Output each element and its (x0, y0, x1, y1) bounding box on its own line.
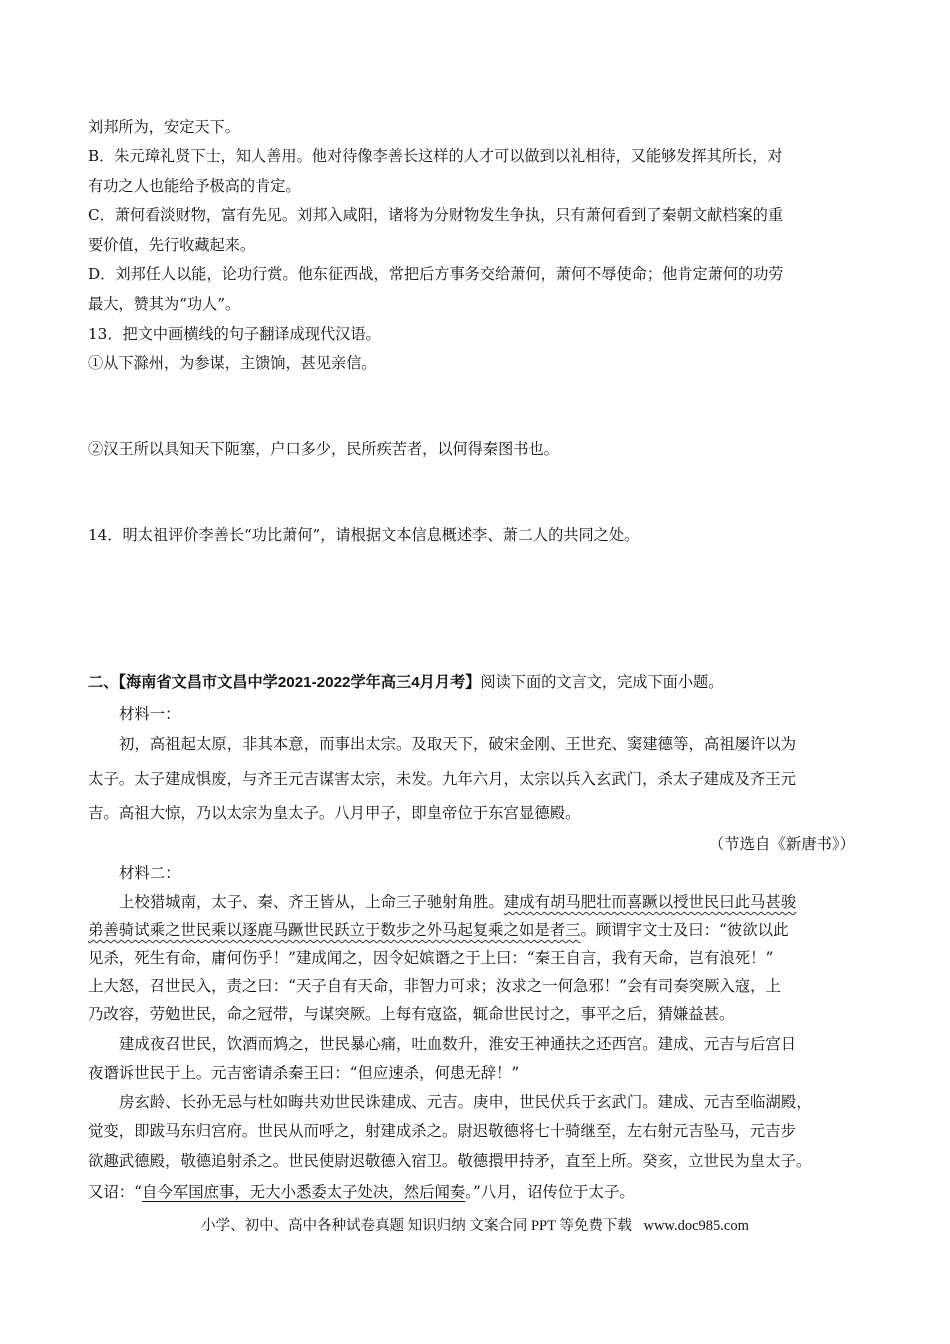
section-instruction: 阅读下面的文言文，完成下面小题。 (480, 673, 724, 691)
material-1-line: 太子。太子建成惧废，与齐王元吉谋害太宗，未发。九年六月，太宗以兵入玄武门，杀太子建成及齐王元 (88, 770, 796, 788)
plain-text: 。”八月，诏传位于太子。 (465, 1183, 635, 1201)
material-1-line: 吉。高祖大惊，乃以太宗为皇太子。八月甲子，即皇帝位于东宫显德殿。 (88, 804, 581, 822)
material-2-line: 见杀，死生有命，庸何伤乎！”建成闻之，因令妃嫔谮之于上曰：“秦王自言，我有天命，岂有浪死！” (88, 949, 774, 967)
material-2-label: 材料二： (119, 864, 181, 882)
plain-text: 上校猎城南，太子、秦、齐王皆从，上命三子驰射角胜。 (119, 893, 504, 911)
plain-text: 又诏：“ (88, 1183, 143, 1201)
material-2-line: 夜谮诉世民于上。元吉密请杀秦王曰：“但应速杀，何患无辞！” (88, 1064, 520, 1082)
material-2-line (119, 892, 796, 912)
option-d: D．刘邦任人以能，论功行赏。他东征西战，常把后方事务交给萧何，萧何不辱使命；他肯定萧何的功劳 (88, 265, 784, 283)
material-2-line: 房玄龄、长孙无忌与杜如晦共劝世民诛建成、元吉。庚申，世民伏兵于玄武门。建成、元吉至临湖殿， (119, 1093, 812, 1111)
footer-link[interactable]: www.doc985.com (643, 1218, 749, 1234)
text-line: 最大，赞其为“功人”。 (88, 295, 241, 313)
material-2-line: 欲趣武德殿，敬德追射杀之。世民使尉迟敬德入宿卫。敬德擐甲持矛，直至上所。癸亥，立世民为皇太子。 (88, 1152, 812, 1170)
plain-text: 。顾谓宇文士及曰：“彼欲以此 (580, 921, 789, 939)
text-line: 刘邦所为，安定天下。 (88, 118, 240, 136)
option-c: C．萧何看淡财物，富有先见。刘邦入咸阳，诸将为分财物发生争执，只有萧何看到了秦朝文献档案的重 (88, 206, 784, 224)
material-2-line: 建成夜召世民，饮酒而鸩之，世民暴心痛，吐血数升，淮安王神通扶之还西宫。建成、元吉与后宫日 (119, 1035, 797, 1053)
section-source: 【海南省文昌市文昌中学2021-2022学年高三4月月考】 (118, 674, 481, 691)
question-13-item-2: ②汉王所以具知天下阨塞，户口多少，民所疾苦者，以何得秦图书也。 (88, 440, 559, 458)
option-b: B．朱元璋礼贤下士，知人善用。他对待像李善长这样的人才可以做到以礼相待，又能够发挥其所长，对 (88, 147, 783, 165)
underlined-sentence: 自今军国庶事，无大小悉委太子处决，然后闻奏 (142, 1183, 466, 1201)
page-footer (0, 1214, 950, 1235)
text-line: 要价值，先行收藏起来。 (88, 236, 256, 254)
question-13: 13．把文中画横线的句子翻译成现代汉语。 (88, 325, 381, 343)
question-14: 14．明太祖评价李善长“功比萧何”，请根据文本信息概述李、萧二人的共同之处。 (88, 526, 640, 544)
material-2-line: 觉变，即跋马东归宫府。世民从而呼之，射建成杀之。尉迟敬德将七十骑继至，左右射元吉坠马，元吉步 (88, 1122, 796, 1140)
wavy-underlined-text: 建成有胡马肥壮而喜蹶以授世民曰此马甚骏 (503, 893, 797, 911)
material-1-line: 初，高祖起太原，非其本意，而事出太宗。及取天下，破宋金刚、王世充、窦建德等，高祖屡许以为 (119, 735, 797, 753)
footer-text: 小学、初中、高中各种试卷真题 知识归纳 文案合同 PPT 等免费下载 (201, 1218, 632, 1234)
material-1-source: （节选自《新唐书》） (708, 835, 855, 853)
material-2-line (88, 920, 788, 940)
section-number: 二、 (88, 673, 119, 691)
wavy-underlined-text: 弟善骑试乘之世民乘以逐鹿马蹶世民跃立于数步之外马起复乘之如是者三 (88, 921, 581, 939)
material-2-line: 乃改容，劳勉世民，命之冠带，与谋突厥。上每有寇盗，辄命世民讨之，事平之后，猜嫌益甚。 (88, 1005, 735, 1023)
text-line: 有功之人也能给予极高的肯定。 (88, 177, 301, 195)
material-2-line (88, 1182, 635, 1202)
material-2-line: 上大怒，召世民入，责之曰：“天子自有天命，非智力可求；汝求之一何急邪！”会有司奏突厥入寇，上 (88, 977, 781, 995)
question-13-item-1: ①从下滁州，为参谋，主馈饷，甚见亲信。 (88, 354, 377, 372)
section-2-heading (88, 672, 723, 693)
material-1-label: 材料一： (119, 705, 181, 723)
